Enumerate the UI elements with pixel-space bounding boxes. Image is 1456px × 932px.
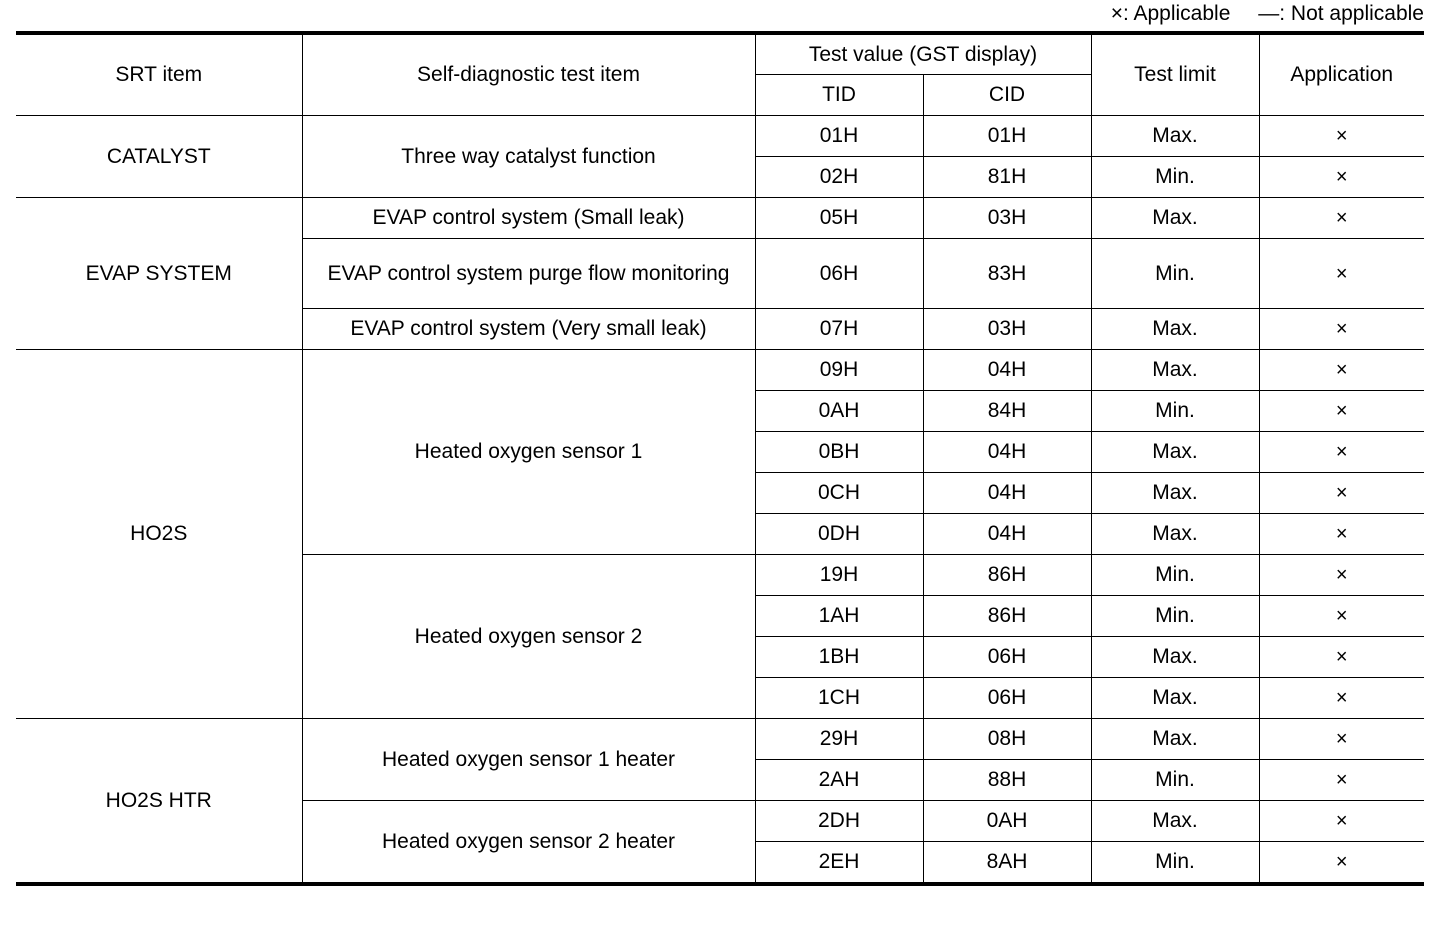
test-item-cell: Heated oxygen sensor 2 [302, 555, 755, 719]
tid-cell: 01H [755, 116, 923, 157]
cid-cell: 03H [923, 309, 1091, 350]
test-limit-cell: Max. [1091, 801, 1259, 842]
application-cell: × [1259, 350, 1424, 391]
test-limit-cell: Min. [1091, 760, 1259, 801]
tid-cell: 2DH [755, 801, 923, 842]
header-application: Application [1259, 33, 1424, 116]
header-tid: TID [755, 75, 923, 116]
application-cell: × [1259, 760, 1424, 801]
test-limit-cell: Max. [1091, 432, 1259, 473]
header-test-limit: Test limit [1091, 33, 1259, 116]
cid-cell: 04H [923, 473, 1091, 514]
test-item-cell: EVAP control system (Very small leak) [302, 309, 755, 350]
tid-cell: 0AH [755, 391, 923, 432]
header-srt-item: SRT item [16, 33, 302, 116]
cid-cell: 83H [923, 239, 1091, 309]
cid-cell: 84H [923, 391, 1091, 432]
test-limit-cell: Max. [1091, 309, 1259, 350]
cid-cell: 06H [923, 678, 1091, 719]
application-cell: × [1259, 801, 1424, 842]
table-row [16, 350, 1424, 391]
application-cell: × [1259, 842, 1424, 885]
application-cell: × [1259, 596, 1424, 637]
cid-cell: 04H [923, 514, 1091, 555]
test-limit-cell: Min. [1091, 239, 1259, 309]
application-cell: × [1259, 391, 1424, 432]
cid-cell: 86H [923, 596, 1091, 637]
cid-cell: 06H [923, 637, 1091, 678]
legend-not-applicable: —: Not applicable [1258, 2, 1424, 25]
test-item-cell: Three way catalyst function [302, 116, 755, 198]
tid-cell: 1CH [755, 678, 923, 719]
test-limit-cell: Min. [1091, 157, 1259, 198]
test-limit-cell: Max. [1091, 514, 1259, 555]
cid-cell: 88H [923, 760, 1091, 801]
srt-item-cell: HO2S [16, 350, 302, 719]
cid-cell: 8AH [923, 842, 1091, 885]
cid-cell: 04H [923, 350, 1091, 391]
test-item-cell: Heated oxygen sensor 1 [302, 350, 755, 555]
tid-cell: 2EH [755, 842, 923, 885]
table-row [16, 198, 1424, 239]
test-item-cell: EVAP control system (Small leak) [302, 198, 755, 239]
srt-item-cell: CATALYST [16, 116, 302, 198]
header-row [16, 33, 1424, 75]
tid-cell: 29H [755, 719, 923, 760]
test-limit-cell: Max. [1091, 678, 1259, 719]
cid-cell: 04H [923, 432, 1091, 473]
test-limit-cell: Max. [1091, 473, 1259, 514]
application-cell: × [1259, 239, 1424, 309]
header-cid: CID [923, 75, 1091, 116]
cid-cell: 08H [923, 719, 1091, 760]
tid-cell: 02H [755, 157, 923, 198]
tid-cell: 1BH [755, 637, 923, 678]
table-row [16, 719, 1424, 760]
srt-item-cell: EVAP SYSTEM [16, 198, 302, 350]
application-cell: × [1259, 116, 1424, 157]
srt-table [16, 31, 1424, 886]
header-test-value: Test value (GST display) [755, 33, 1091, 75]
tid-cell: 0BH [755, 432, 923, 473]
tid-cell: 06H [755, 239, 923, 309]
application-cell: × [1259, 198, 1424, 239]
application-cell: × [1259, 678, 1424, 719]
application-cell: × [1259, 555, 1424, 596]
test-limit-cell: Min. [1091, 842, 1259, 885]
test-limit-cell: Max. [1091, 719, 1259, 760]
header-self-diagnostic: Self-diagnostic test item [302, 33, 755, 116]
test-limit-cell: Max. [1091, 198, 1259, 239]
tid-cell: 2AH [755, 760, 923, 801]
test-item-cell: Heated oxygen sensor 2 heater [302, 801, 755, 885]
test-limit-cell: Max. [1091, 116, 1259, 157]
cid-cell: 01H [923, 116, 1091, 157]
test-limit-cell: Min. [1091, 391, 1259, 432]
tid-cell: 07H [755, 309, 923, 350]
legend [1111, 2, 1424, 26]
srt-item-cell: HO2S HTR [16, 719, 302, 885]
tid-cell: 1AH [755, 596, 923, 637]
tid-cell: 05H [755, 198, 923, 239]
application-cell: × [1259, 473, 1424, 514]
tid-cell: 0DH [755, 514, 923, 555]
tid-cell: 09H [755, 350, 923, 391]
cid-cell: 81H [923, 157, 1091, 198]
application-cell: × [1259, 637, 1424, 678]
cid-cell: 0AH [923, 801, 1091, 842]
cid-cell: 86H [923, 555, 1091, 596]
test-limit-cell: Max. [1091, 350, 1259, 391]
test-item-cell: EVAP control system purge flow monitoring [302, 239, 755, 309]
test-limit-cell: Min. [1091, 555, 1259, 596]
table-body [16, 116, 1424, 885]
test-limit-cell: Max. [1091, 637, 1259, 678]
table-row [16, 116, 1424, 157]
application-cell: × [1259, 309, 1424, 350]
legend-applicable: ×: Applicable [1110, 2, 1231, 25]
application-cell: × [1259, 514, 1424, 555]
application-cell: × [1259, 157, 1424, 198]
test-item-cell: Heated oxygen sensor 1 heater [302, 719, 755, 801]
tid-cell: 19H [755, 555, 923, 596]
cid-cell: 03H [923, 198, 1091, 239]
application-cell: × [1259, 432, 1424, 473]
application-cell: × [1259, 719, 1424, 760]
test-limit-cell: Min. [1091, 596, 1259, 637]
tid-cell: 0CH [755, 473, 923, 514]
